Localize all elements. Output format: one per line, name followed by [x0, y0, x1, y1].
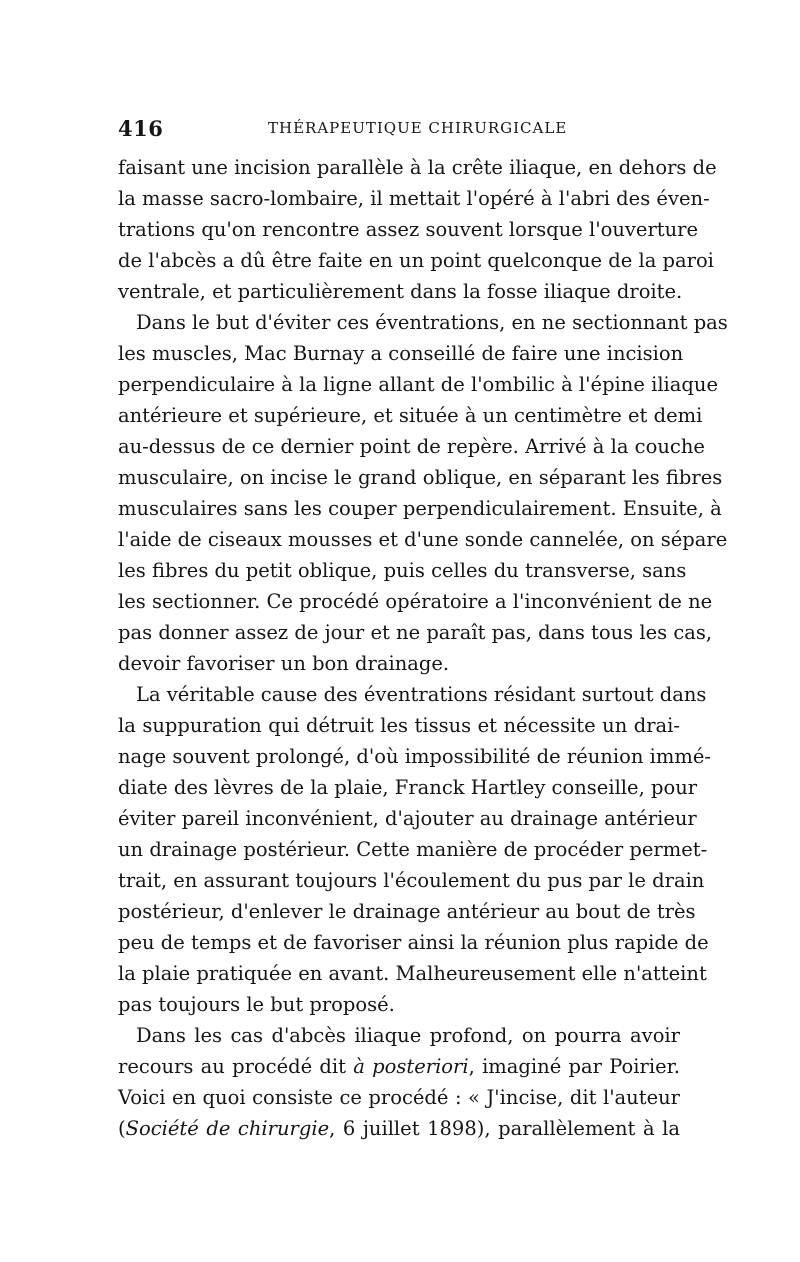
text-line: les fibres du petit oblique, puis celles du transverse, sans [118, 559, 687, 582]
text-line: faisant une incision parallèle à la crête iliaque, en dehors de [118, 156, 717, 179]
text-line: postérieur, d'enlever le drainage antérieur au bout de très [118, 900, 696, 923]
text-line: les muscles, Mac Burnay a conseillé de faire une incision [118, 342, 684, 365]
text-run: , imaginé par Poirier. [468, 1055, 680, 1078]
text-line: les sectionner. Ce procédé opératoire a l'inconvénient de ne [118, 590, 713, 613]
text-line: diate des lèvres de la plaie, Franck Hartley conseille, pour [118, 776, 698, 799]
text-line: devoir favoriser un bon drainage. [118, 652, 450, 675]
text-line: trait, en assurant toujours l'écoulement du pus par le drain [118, 869, 705, 892]
text-line: Voici en quoi consiste ce procédé : « J'incise, dit l'auteur [118, 1086, 680, 1109]
text-line: trations qu'on rencontre assez souvent lorsque l'ouverture [118, 218, 699, 241]
body-text [118, 152, 728, 1144]
text-line: peu de temps et de favoriser ainsi la réunion plus rapide de [118, 931, 709, 954]
text-line: la plaie pratiquée en avant. Malheureusement elle n'atteint [118, 962, 707, 985]
italic-text: Société de chirurgie [125, 1117, 330, 1140]
text-line: musculaire, on incise le grand oblique, en séparant les fibres [118, 466, 723, 489]
text-line: de l'abcès a dû être faite en un point quelconque de la paroi [118, 249, 714, 272]
text-line: Dans les cas d'abcès iliaque profond, on pourra avoir [136, 1024, 680, 1047]
text-line: ventrale, et particulièrement dans la fosse iliaque droite. [118, 280, 683, 303]
text-line: nage souvent prolongé, d'où impossibilité de réunion immé- [118, 745, 711, 768]
text-line: pas toujours le but proposé. [118, 993, 395, 1016]
text-line: Dans le but d'éviter ces éventrations, en ne sectionnant pas [136, 311, 728, 334]
text-line [118, 1113, 680, 1144]
text-line [118, 1051, 680, 1082]
text-line: l'aide de ciseaux mousses et d'une sonde cannelée, on sépare [118, 528, 728, 551]
text-line: un drainage postérieur. Cette manière de procéder permet- [118, 838, 708, 861]
text-line: musculaires sans les couper perpendiculairement. Ensuite, à [118, 497, 722, 520]
text-line: éviter pareil inconvénient, d'ajouter au drainage antérieur [118, 807, 697, 830]
text-line: la suppuration qui détruit les tissus et nécessite un drai- [118, 714, 680, 737]
text-line: La véritable cause des éventrations résidant surtout dans [136, 683, 707, 706]
text-run: recours au procédé dit [118, 1055, 354, 1078]
text-run: , 6 juillet 1898), parallèlement à la [329, 1117, 680, 1140]
text-line: antérieure et supérieure, et située à un centimètre et demi [118, 404, 703, 427]
running-head [118, 116, 680, 140]
page-number: 416 [118, 116, 164, 141]
text-run: ( [118, 1117, 126, 1140]
running-title: THÉRAPEUTIQUE CHIRURGICALE [268, 119, 568, 137]
text-line: pas donner assez de jour et ne paraît pas, dans tous les cas, [118, 621, 713, 644]
text-line: au-dessus de ce dernier point de repère. Arrivé à la couche [118, 435, 705, 458]
text-line: la masse sacro-lombaire, il mettait l'opéré à l'abri des éven- [118, 187, 710, 210]
text-line: perpendiculaire à la ligne allant de l'ombilic à l'épine iliaque [118, 373, 718, 396]
italic-text: à posteriori [353, 1055, 469, 1078]
